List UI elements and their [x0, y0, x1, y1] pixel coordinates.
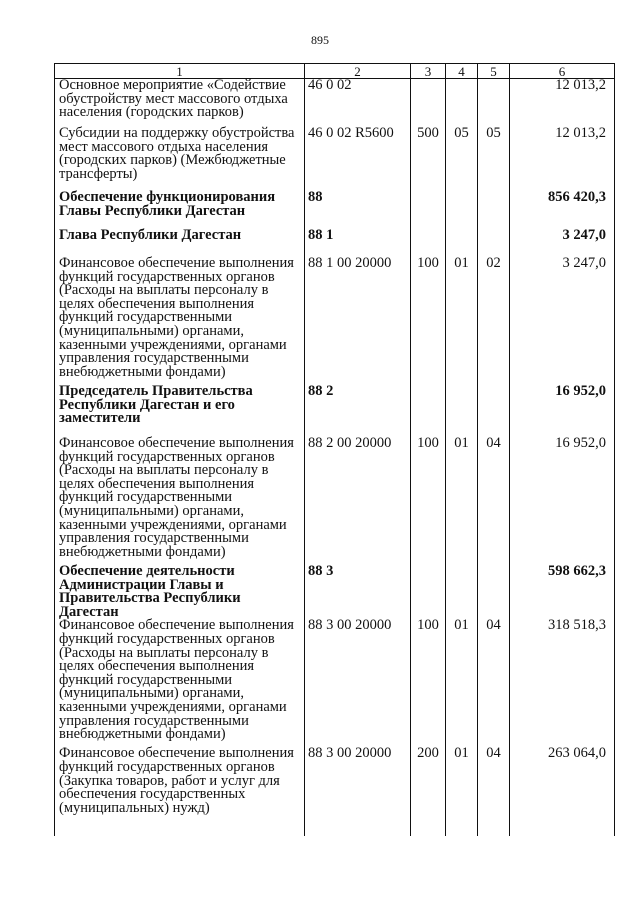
- cell-section: [446, 565, 478, 619]
- table-row: [55, 229, 615, 257]
- cell-section: [446, 385, 478, 437]
- cell-code: 88 1: [305, 229, 411, 257]
- cell-subsection: 04: [478, 619, 510, 747]
- cell-subsection: 04: [478, 437, 510, 565]
- cell-section: [446, 79, 478, 128]
- cell-name: Субсидии на поддержку обустройства мест массового отдыха населения (городских парков) (Межбюджетные трансферты): [55, 127, 305, 191]
- column-header-code: 2: [305, 64, 411, 79]
- cell-amount: 263 064,0: [510, 747, 615, 836]
- cell-name: Финансовое обеспечение выполнения функций государственных органов (Закупка товаров, работ и услуг для обеспечения государственных (муниципальных) нужд): [55, 747, 305, 836]
- cell-subsection: [478, 229, 510, 257]
- cell-expense-type: [411, 565, 446, 619]
- cell-code: 88 1 00 20000: [305, 257, 411, 385]
- cell-code: 88: [305, 191, 411, 229]
- table-row: [55, 257, 615, 385]
- table-row: [55, 619, 615, 747]
- cell-amount: 12 013,2: [510, 79, 615, 128]
- cell-section: 01: [446, 747, 478, 836]
- cell-name: Финансовое обеспечение выполнения функций государственных органов (Расходы на выплаты персоналу в целях обеспечения выполнения функций государственными (муниципальными) органами, казенными учреждениями, органами управления государственными внебюджетными фондами): [55, 437, 305, 565]
- cell-name: Основное мероприятие «Содействие обустройству мест массового отдыха населения (городских парков): [55, 79, 305, 128]
- cell-code: 46 0 02: [305, 79, 411, 128]
- table-row: [55, 565, 615, 619]
- cell-code: 46 0 02 R5600: [305, 127, 411, 191]
- cell-expense-type: 500: [411, 127, 446, 191]
- cell-code: 88 2: [305, 385, 411, 437]
- column-header-name: 1: [55, 64, 305, 79]
- cell-amount: 12 013,2: [510, 127, 615, 191]
- cell-name: Обеспечение функционирования Главы Республики Дагестан: [55, 191, 305, 229]
- cell-expense-type: 100: [411, 257, 446, 385]
- cell-section: 01: [446, 257, 478, 385]
- cell-code: 88 3 00 20000: [305, 619, 411, 747]
- budget-table: [54, 63, 615, 836]
- cell-name: Финансовое обеспечение выполнения функций государственных органов (Расходы на выплаты персоналу в целях обеспечения выполнения функций государственными (муниципальными) органами, казенными учреждениями, органами управления государственными внебюджетными фондами): [55, 619, 305, 747]
- table-row: [55, 437, 615, 565]
- cell-expense-type: [411, 79, 446, 128]
- cell-name: Финансовое обеспечение выполнения функций государственных органов (Расходы на выплаты персоналу в целях обеспечения выполнения функций государственными (муниципальными) органами, казенными учреждениями, органами управления государственными внебюджетными фондами): [55, 257, 305, 385]
- cell-amount: 16 952,0: [510, 385, 615, 437]
- cell-expense-type: [411, 191, 446, 229]
- cell-subsection: [478, 79, 510, 128]
- cell-amount: 3 247,0: [510, 229, 615, 257]
- cell-name: Обеспечение деятельности Администрации Главы и Правительства Республики Дагестан: [55, 565, 305, 619]
- cell-subsection: [478, 191, 510, 229]
- cell-code: 88 3: [305, 565, 411, 619]
- table-row: [55, 127, 615, 191]
- table-row: [55, 385, 615, 437]
- cell-name: Председатель Правительства Республики Дагестан и его заместители: [55, 385, 305, 437]
- cell-subsection: 04: [478, 747, 510, 836]
- cell-subsection: [478, 385, 510, 437]
- cell-amount: 16 952,0: [510, 437, 615, 565]
- cell-amount: 856 420,3: [510, 191, 615, 229]
- cell-code: 88 3 00 20000: [305, 747, 411, 836]
- column-header-amount: 6: [510, 64, 615, 79]
- cell-expense-type: 200: [411, 747, 446, 836]
- cell-amount: 598 662,3: [510, 565, 615, 619]
- cell-section: 01: [446, 619, 478, 747]
- cell-amount: 318 518,3: [510, 619, 615, 747]
- cell-expense-type: [411, 385, 446, 437]
- cell-name: Глава Республики Дагестан: [55, 229, 305, 257]
- cell-section: 05: [446, 127, 478, 191]
- column-header-rz: 4: [446, 64, 478, 79]
- table-row: [55, 747, 615, 836]
- page-number: 895: [311, 33, 329, 47]
- cell-expense-type: 100: [411, 619, 446, 747]
- cell-section: [446, 191, 478, 229]
- cell-subsection: [478, 565, 510, 619]
- cell-subsection: 02: [478, 257, 510, 385]
- cell-section: 01: [446, 437, 478, 565]
- column-header-pr: 5: [478, 64, 510, 79]
- cell-section: [446, 229, 478, 257]
- cell-subsection: 05: [478, 127, 510, 191]
- cell-amount: 3 247,0: [510, 257, 615, 385]
- table-row: [55, 191, 615, 229]
- cell-code: 88 2 00 20000: [305, 437, 411, 565]
- column-header-vr: 3: [411, 64, 446, 79]
- cell-expense-type: [411, 229, 446, 257]
- table-row: [55, 79, 615, 128]
- cell-expense-type: 100: [411, 437, 446, 565]
